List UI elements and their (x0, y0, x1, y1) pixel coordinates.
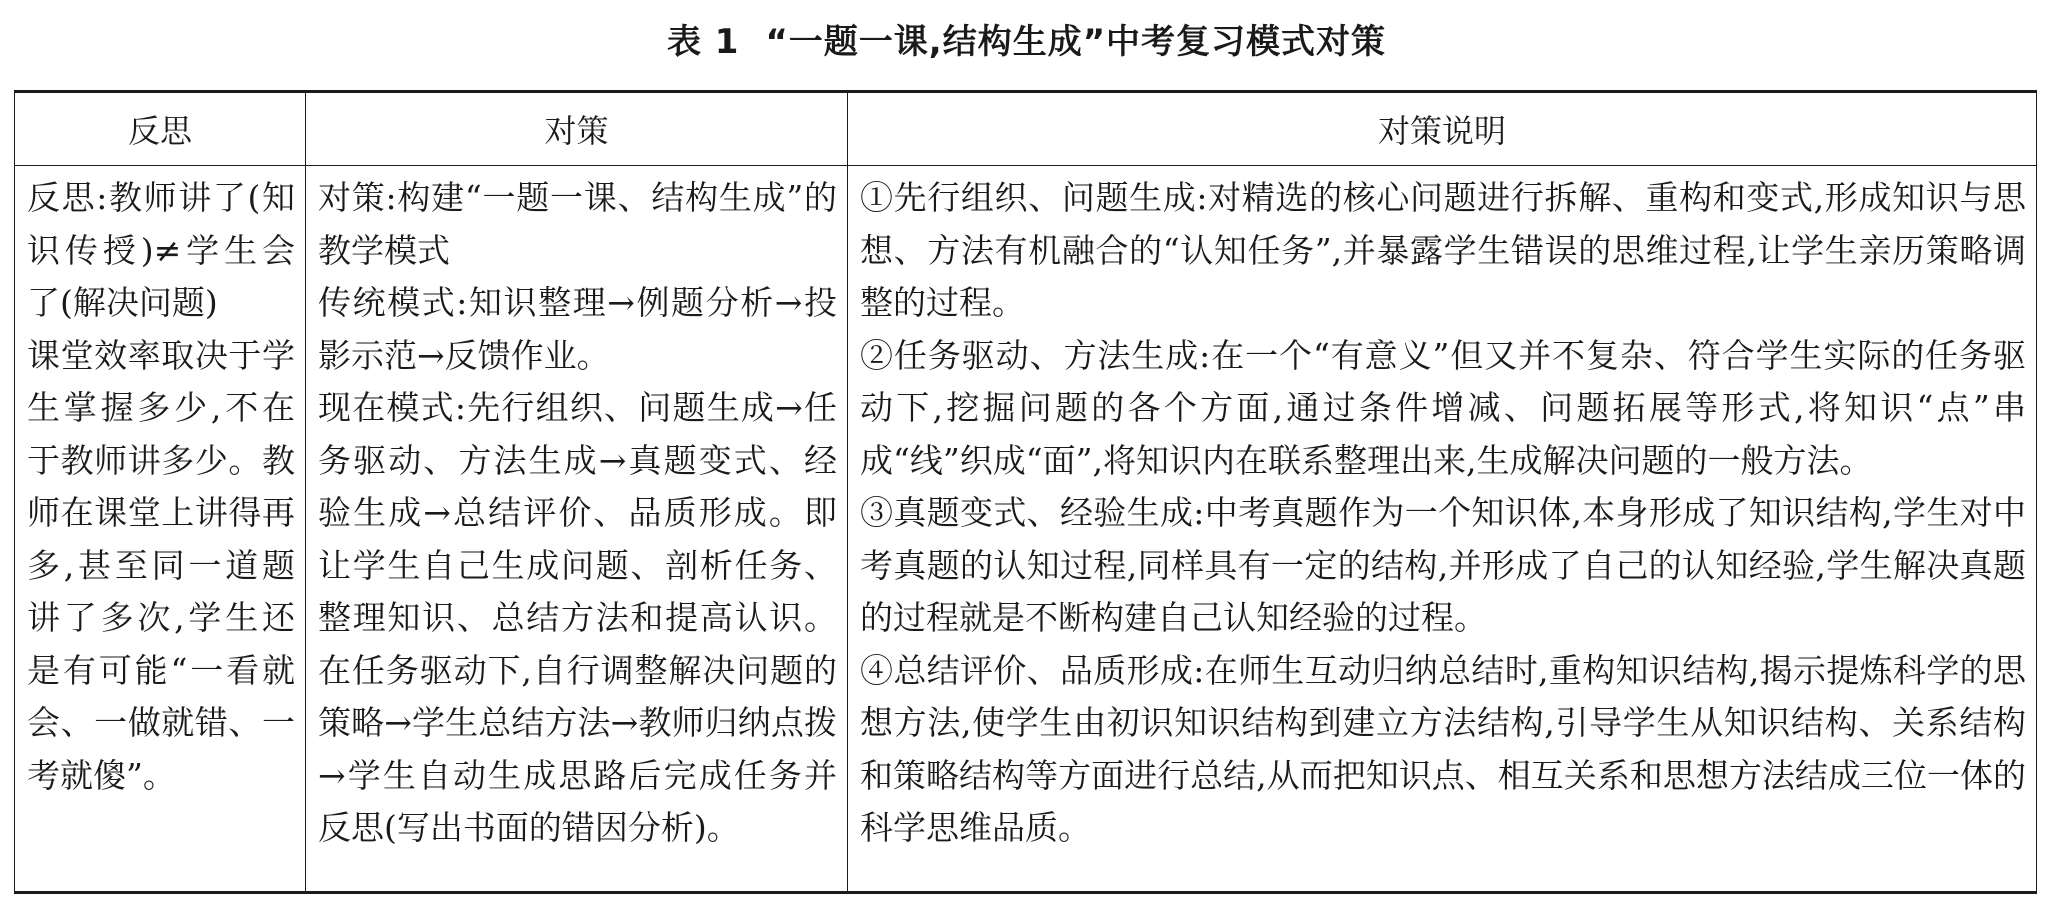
table-number: 表 1 (666, 22, 740, 62)
strategy-cell (306, 166, 848, 893)
strategy-paragraph: 对策:构建“一题一课、结构生成”的教学模式 (318, 178, 837, 270)
reflection-paragraph: 课堂效率取决于学生掌握多少,不在于教师讲多少。教师在课堂上讲得再多,甚至同一道题讲了多次,学生还是有可能“一看就会、一做就错、一考就傻”。 (27, 335, 295, 795)
strategy-paragraph: 现在模式:先行组织、问题生成→任务驱动、方法生成→真题变式、经验生成→总结评价、品质形成。即让学生自己生成问题、剖析任务、整理知识、总结方法和提高认识。在任务驱动下,自行调整解决问题的策略→学生总结方法→教师归纳点拨→学生自动生成思路后完成任务并反思(写出书面的错因分析)。 (318, 388, 837, 847)
header-strategy: 对策 (306, 92, 848, 166)
table-header-row (15, 92, 2037, 166)
table-caption (0, 18, 2053, 66)
header-strategy-explanation: 对策说明 (848, 92, 2037, 166)
explanation-paragraph: ④总结评价、品质形成:在师生互动归纳总结时,重构知识结构,揭示提炼科学的思想方法,使学生由初识知识结构到建立方法结构,引导学生从知识结构、关系结构和策略结构等方面进行总结,从而把知识点、相互关系和思想方法结成三位一体的科学思维品质。 (860, 650, 2026, 847)
explanation-paragraph: ③真题变式、经验生成:中考真题作为一个知识体,本身形成了知识结构,学生对中考真题的认知过程,同样具有一定的结构,并形成了自己的认知经验,学生解决真题的过程就是不断构建自己认知经验的过程。 (860, 493, 2026, 637)
header-reflection: 反思 (15, 92, 306, 166)
table-title: “一题一课,结构生成”中考复习模式对策 (765, 22, 1387, 62)
strategy-table (14, 90, 2037, 894)
table-row (15, 166, 2037, 893)
explanation-paragraph: ①先行组织、问题生成:对精选的核心问题进行拆解、重构和变式,形成知识与思想、方法有机融合的“认知任务”,并暴露学生错误的思维过程,让学生亲历策略调整的过程。 (860, 178, 2026, 322)
reflection-cell (15, 166, 306, 893)
strategy-paragraph: 传统模式:知识整理→例题分析→投影示范→反馈作业。 (318, 283, 837, 375)
reflection-paragraph: 反思:教师讲了(知识传授)≠学生会了(解决问题) (27, 178, 295, 322)
explanation-paragraph: ②任务驱动、方法生成:在一个“有意义”但又并不复杂、符合学生实际的任务驱动下,挖掘问题的各个方面,通过条件增减、问题拓展等形式,将知识“点”串成“线”织成“面”,将知识内在联系整理出来,生成解决问题的一般方法。 (860, 335, 2026, 480)
explanation-cell (848, 166, 2037, 893)
